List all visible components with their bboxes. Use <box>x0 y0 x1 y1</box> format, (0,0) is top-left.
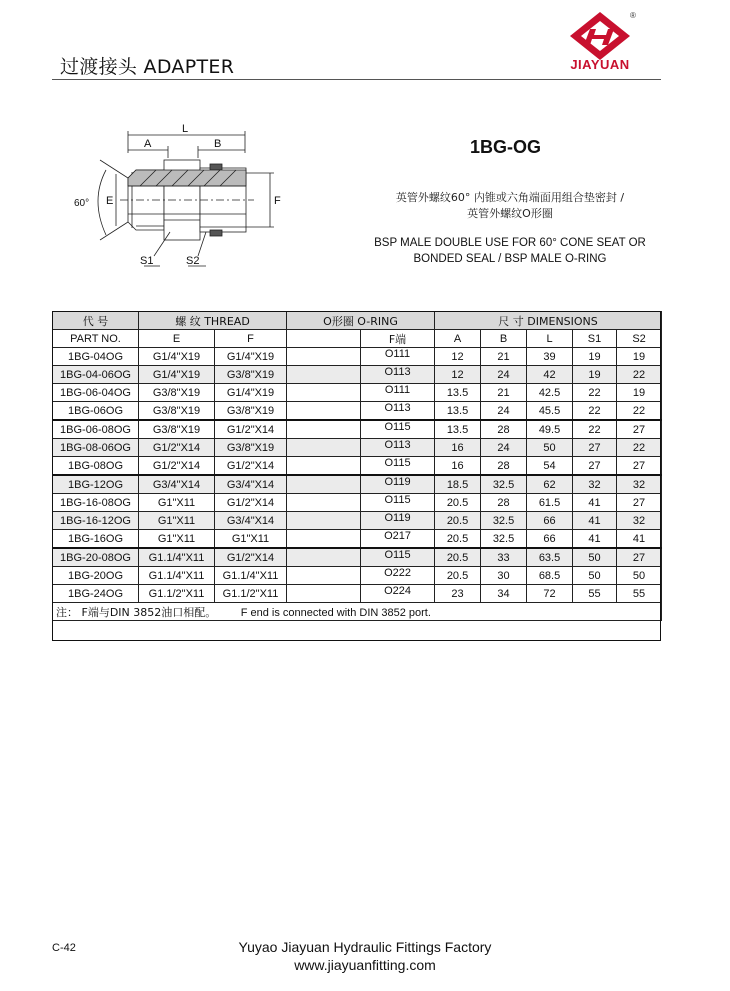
header-s1: S1 <box>573 330 617 348</box>
cell-l: 49.5 <box>527 420 573 439</box>
cell-s1: 41 <box>573 530 617 549</box>
dim-label-b: B <box>214 138 222 150</box>
cell-f: G1/2"X14 <box>215 494 287 512</box>
dim-label-a: A <box>144 138 152 150</box>
cell-b: 32.5 <box>481 530 527 549</box>
cell-part: 1BG-24OG <box>53 585 139 603</box>
cell-s1: 27 <box>573 457 617 476</box>
cell-b: 32.5 <box>481 512 527 530</box>
cell-b: 24 <box>481 366 527 384</box>
cell-e: G1"X11 <box>139 530 215 549</box>
cell-part: 1BG-06OG <box>53 402 139 421</box>
dim-label-angle: 60° <box>74 198 90 209</box>
cell-a: 23 <box>435 585 481 603</box>
table-row <box>53 384 662 402</box>
cell-a: 20.5 <box>435 530 481 549</box>
cell-a: 13.5 <box>435 384 481 402</box>
cell-part: 1BG-20-08OG <box>53 548 139 567</box>
cell-e: G1"X11 <box>139 494 215 512</box>
cell-e: G1.1/4"X11 <box>139 567 215 585</box>
cell-e: G3/8"X19 <box>139 402 215 421</box>
cell-a: 12 <box>435 348 481 366</box>
header-b: B <box>481 330 527 348</box>
description-chinese-line1: 英管外螺纹60° 内锥或六角端面用组合垫密封 / <box>395 191 625 204</box>
cell-part: 1BG-06-04OG <box>53 384 139 402</box>
header-s2: S2 <box>617 330 662 348</box>
table-note <box>53 603 662 621</box>
cell-oring-blank <box>287 348 361 366</box>
cell-f: G1"X11 <box>215 530 287 549</box>
cell-oring-blank <box>287 384 361 402</box>
cell-l: 61.5 <box>527 494 573 512</box>
cell-f: G1.1/2"X11 <box>215 585 287 603</box>
cell-b: 30 <box>481 567 527 585</box>
cell-b: 24 <box>481 439 527 457</box>
cell-e: G3/8"X19 <box>139 420 215 439</box>
table-row <box>53 402 662 421</box>
cell-part: 1BG-16-08OG <box>53 494 139 512</box>
header-a: A <box>435 330 481 348</box>
cell-oring: O224 <box>361 585 435 603</box>
cell-e: G1.1/4"X11 <box>139 548 215 567</box>
cell-s1: 41 <box>573 494 617 512</box>
dim-label-l: L <box>182 123 189 135</box>
cell-part: 1BG-12OG <box>53 475 139 494</box>
header-e: E <box>139 330 215 348</box>
cell-oring-blank <box>287 439 361 457</box>
cell-s2: 55 <box>617 585 662 603</box>
registered-mark: ® <box>630 11 636 20</box>
cell-a: 12 <box>435 366 481 384</box>
dim-label-s2: S2 <box>186 255 200 267</box>
page-title: 过渡接头 ADAPTER <box>60 56 235 78</box>
cell-l: 39 <box>527 348 573 366</box>
header-f-end: F端 <box>361 330 435 348</box>
cell-b: 34 <box>481 585 527 603</box>
table-row <box>53 567 662 585</box>
cell-l: 66 <box>527 530 573 549</box>
header-thread: 螺 纹 THREAD <box>139 312 287 330</box>
cell-b: 32.5 <box>481 475 527 494</box>
table-row <box>53 494 662 512</box>
table-row <box>53 439 662 457</box>
cell-part: 1BG-16OG <box>53 530 139 549</box>
cell-oring-blank <box>287 548 361 567</box>
cell-part: 1BG-16-12OG <box>53 512 139 530</box>
cell-oring: O115 <box>361 494 435 512</box>
footer-company: Yuyao Jiayuan Hydraulic Fittings Factory <box>238 939 492 955</box>
cell-part: 1BG-06-08OG <box>53 420 139 439</box>
table-row <box>53 366 662 384</box>
cell-e: G3/4"X14 <box>139 475 215 494</box>
cell-s2: 32 <box>617 475 662 494</box>
cell-b: 24 <box>481 402 527 421</box>
cell-l: 63.5 <box>527 548 573 567</box>
cell-l: 72 <box>527 585 573 603</box>
header-divider <box>52 79 661 80</box>
cell-s2: 41 <box>617 530 662 549</box>
cell-oring: O115 <box>361 457 435 476</box>
adapter-drawing <box>70 120 300 280</box>
cell-s1: 27 <box>573 439 617 457</box>
cell-oring: O115 <box>361 548 435 567</box>
dim-label-s1: S1 <box>140 255 154 267</box>
cell-s1: 22 <box>573 420 617 439</box>
cell-s1: 19 <box>573 348 617 366</box>
dim-label-f: F <box>274 195 281 207</box>
cell-oring-blank <box>287 530 361 549</box>
cell-a: 13.5 <box>435 402 481 421</box>
header-l: L <box>527 330 573 348</box>
cell-s1: 50 <box>573 548 617 567</box>
cell-a: 20.5 <box>435 548 481 567</box>
cell-s2: 22 <box>617 439 662 457</box>
cell-l: 42.5 <box>527 384 573 402</box>
cell-s2: 19 <box>617 348 662 366</box>
cell-s2: 22 <box>617 366 662 384</box>
cell-a: 13.5 <box>435 420 481 439</box>
cell-oring: O119 <box>361 512 435 530</box>
cell-oring-blank <box>287 475 361 494</box>
header-part-no: PART NO. <box>53 330 139 348</box>
cell-l: 50 <box>527 439 573 457</box>
dim-label-e: E <box>106 195 114 207</box>
note-chinese: 注： F端与DIN 3852油口相配。 <box>56 605 217 619</box>
table-row <box>53 420 662 439</box>
description-english <box>350 235 670 267</box>
cell-e: G1/2"X14 <box>139 439 215 457</box>
cell-l: 42 <box>527 366 573 384</box>
cell-s2: 27 <box>617 420 662 439</box>
table-row <box>53 585 662 603</box>
cell-s1: 22 <box>573 402 617 421</box>
cell-l: 45.5 <box>527 402 573 421</box>
cell-oring: O115 <box>361 420 435 439</box>
cell-f: G1/2"X14 <box>215 457 287 476</box>
cell-e: G1/2"X14 <box>139 457 215 476</box>
cell-s2: 27 <box>617 457 662 476</box>
cell-s2: 19 <box>617 384 662 402</box>
cell-s1: 55 <box>573 585 617 603</box>
description-english-line2: BONDED SEAL / BSP MALE O-RING <box>413 253 607 265</box>
cell-part: 1BG-08OG <box>53 457 139 476</box>
cell-e: G1"X11 <box>139 512 215 530</box>
cell-a: 20.5 <box>435 494 481 512</box>
cell-s1: 19 <box>573 366 617 384</box>
note-english: F end is connected with DIN 3852 port. <box>240 606 431 619</box>
cell-f: G1/2"X14 <box>215 548 287 567</box>
cell-oring: O119 <box>361 475 435 494</box>
cell-f: G1/2"X14 <box>215 420 287 439</box>
cell-oring-blank <box>287 512 361 530</box>
cell-e: G1/4"X19 <box>139 366 215 384</box>
cell-a: 20.5 <box>435 512 481 530</box>
brand-name: JIAYUAN <box>570 57 630 72</box>
description-chinese-line2: 英管外螺纹O形圈 <box>467 207 553 220</box>
cell-part: 1BG-08-06OG <box>53 439 139 457</box>
cell-f: G3/4"X14 <box>215 475 287 494</box>
cell-oring: O111 <box>361 348 435 366</box>
cell-a: 16 <box>435 457 481 476</box>
cell-b: 33 <box>481 548 527 567</box>
cell-f: G3/8"X19 <box>215 366 287 384</box>
cell-part: 1BG-04-06OG <box>53 366 139 384</box>
cell-s2: 27 <box>617 548 662 567</box>
spec-table <box>52 311 662 621</box>
cell-l: 66 <box>527 512 573 530</box>
cell-b: 21 <box>481 384 527 402</box>
cell-l: 54 <box>527 457 573 476</box>
cell-f: G1.1/4"X11 <box>215 567 287 585</box>
cell-f: G3/8"X19 <box>215 402 287 421</box>
footer-website: www.jiayuanfitting.com <box>294 957 436 973</box>
cell-s1: 41 <box>573 512 617 530</box>
cell-oring-blank <box>287 494 361 512</box>
cell-s1: 22 <box>573 384 617 402</box>
cell-s2: 27 <box>617 494 662 512</box>
cell-part: 1BG-04OG <box>53 348 139 366</box>
cell-oring: O222 <box>361 567 435 585</box>
cell-e: G1.1/2"X11 <box>139 585 215 603</box>
cell-oring: O111 <box>361 384 435 402</box>
cell-b: 28 <box>481 494 527 512</box>
cell-part: 1BG-20OG <box>53 567 139 585</box>
cell-f: G3/4"X14 <box>215 512 287 530</box>
cell-a: 20.5 <box>435 567 481 585</box>
cell-oring: O113 <box>361 439 435 457</box>
cell-a: 16 <box>435 439 481 457</box>
table-row <box>53 548 662 567</box>
table-row <box>53 530 662 549</box>
cell-e: G1/4"X19 <box>139 348 215 366</box>
table-row <box>53 457 662 476</box>
cell-oring: O217 <box>361 530 435 549</box>
cell-l: 62 <box>527 475 573 494</box>
header-dimensions: 尺 寸 DIMENSIONS <box>435 312 662 330</box>
table-row <box>53 512 662 530</box>
cell-s2: 50 <box>617 567 662 585</box>
cell-s2: 32 <box>617 512 662 530</box>
header-f: F <box>215 330 287 348</box>
cell-s1: 32 <box>573 475 617 494</box>
cell-f: G1/4"X19 <box>215 348 287 366</box>
description-english-line1: BSP MALE DOUBLE USE FOR 60° CONE SEAT OR <box>374 237 646 249</box>
cell-l: 68.5 <box>527 567 573 585</box>
table-row <box>53 348 662 366</box>
cell-f: G1/4"X19 <box>215 384 287 402</box>
cell-oring-blank <box>287 585 361 603</box>
cell-b: 21 <box>481 348 527 366</box>
cell-b: 28 <box>481 457 527 476</box>
header-code: 代 号 <box>53 312 139 330</box>
cell-s1: 50 <box>573 567 617 585</box>
cell-oring-blank <box>287 366 361 384</box>
page-number: C-42 <box>52 942 76 954</box>
cell-a: 18.5 <box>435 475 481 494</box>
cell-s2: 22 <box>617 402 662 421</box>
description-chinese <box>350 190 670 222</box>
cell-f: G3/8"X19 <box>215 439 287 457</box>
header-oring-blank <box>287 330 361 348</box>
model-number: 1BG-OG <box>470 137 542 157</box>
cell-b: 28 <box>481 420 527 439</box>
cell-oring-blank <box>287 402 361 421</box>
header-oring: O形圈 O-RING <box>287 312 435 330</box>
cell-oring-blank <box>287 567 361 585</box>
cell-oring: O113 <box>361 366 435 384</box>
cell-oring: O113 <box>361 402 435 421</box>
table-row <box>53 475 662 494</box>
cell-oring-blank <box>287 420 361 439</box>
cell-e: G3/8"X19 <box>139 384 215 402</box>
cell-oring-blank <box>287 457 361 476</box>
